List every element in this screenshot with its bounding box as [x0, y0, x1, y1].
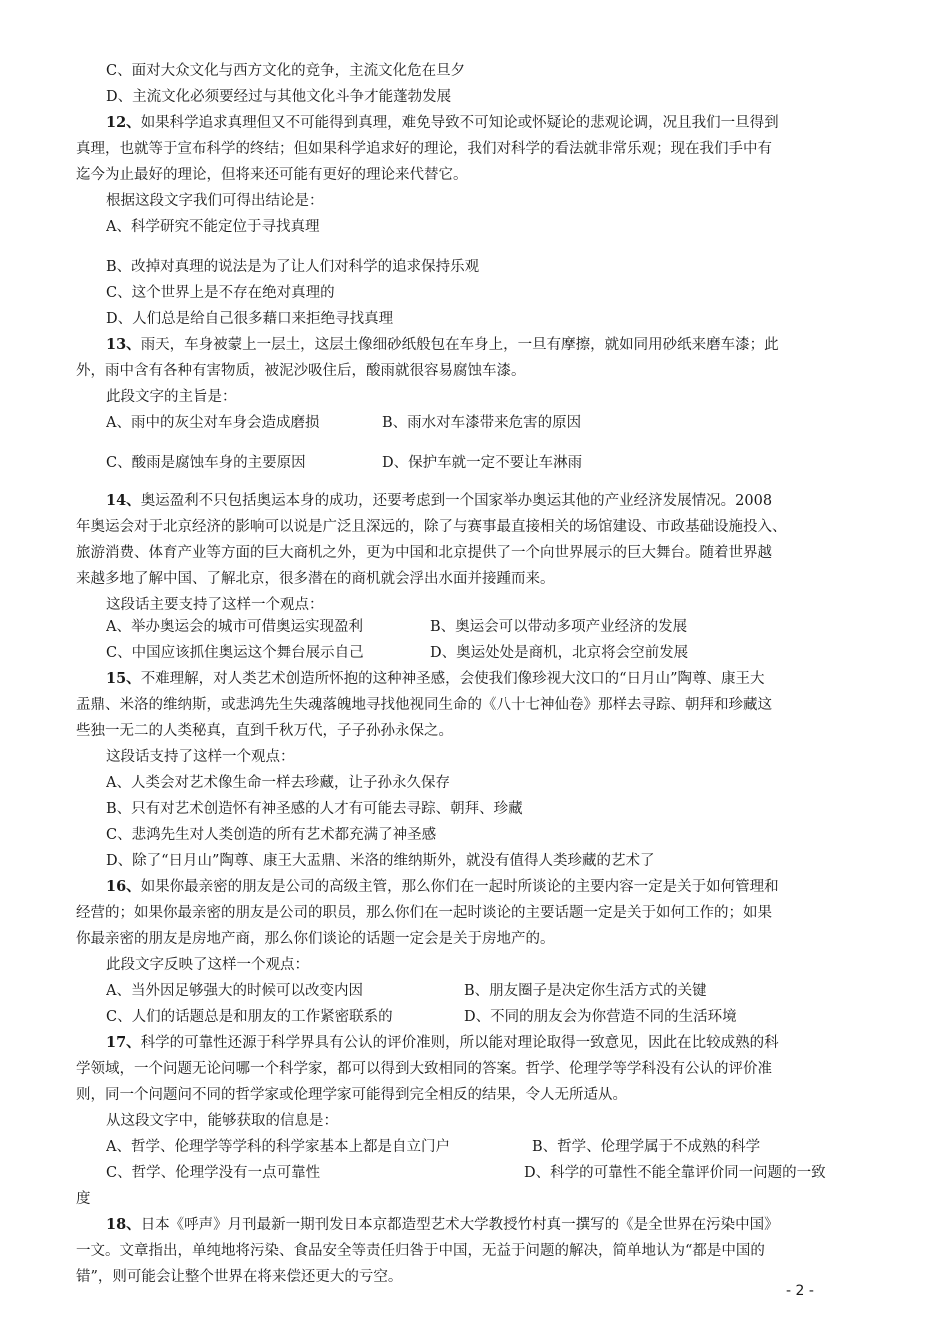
paragraph-text: 不难理解，对人类艺术创造所怀抱的这种神圣感，会使我们像珍视大汶口的“日月山”陶尊、康王大: [140, 671, 765, 687]
question-16-option-b: B、朋友圈子是决定你生活方式的关键: [464, 983, 707, 999]
question-16-prompt: 此段文字反映了这样一个观点：: [106, 957, 309, 973]
question-number: 17、: [106, 1034, 141, 1051]
question-17-option-c: C、哲学、伦理学没有一点可靠性: [106, 1165, 321, 1181]
question-12-line-1: [106, 110, 876, 136]
question-17-option-d-continued: 度: [76, 1191, 91, 1207]
paragraph-text: 科学的可靠性还源于科学界具有公认的评价准则，所以能对理论取得一致意见，因此在比较成熟的科: [140, 1035, 779, 1051]
question-13-options-ab: [106, 410, 876, 436]
question-13-prompt: 此段文字的主旨是：: [106, 389, 237, 405]
question-17-option-b: B、哲学、伦理学属于不成熟的科学: [532, 1139, 761, 1155]
question-14-options-ab: [106, 614, 876, 640]
question-14-option-d: D、奥运处处是商机，北京将会空前发展: [430, 645, 689, 661]
question-14-line-3: 旅游消费、体育产业等方面的巨大商机之外，更为中国和北京提供了一个向世界展示的巨大舞台。随着世界越: [76, 545, 772, 561]
question-12-option-b: B、改掉对真理的说法是为了让人们对科学的追求保持乐观: [106, 259, 480, 275]
question-13-option-c: C、酸雨是腐蚀车身的主要原因: [106, 455, 306, 471]
option-d: D、主流文化必须要经过与其他文化斗争才能蓬勃发展: [106, 89, 452, 105]
question-number: 18、: [106, 1216, 141, 1233]
question-number: 12、: [106, 114, 141, 131]
question-13-line-1: [106, 332, 876, 358]
question-15-option-c: C、悲鸿先生对人类创造的所有艺术都充满了神圣感: [106, 827, 437, 843]
question-14-line-1: [106, 488, 876, 514]
question-17-option-a: A、哲学、伦理学等学科的科学家基本上都是自立门户: [106, 1139, 450, 1155]
question-13-line-2: 外，雨中含有各种有害物质，被泥沙吸住后，酸雨就很容易腐蚀车漆。: [76, 363, 526, 379]
question-17-options-ab: [106, 1134, 876, 1160]
question-12-option-a: A、科学研究不能定位于寻找真理: [106, 219, 320, 235]
question-18-line-1: [106, 1212, 876, 1238]
question-14-option-b: B、奥运会可以带动多项产业经济的发展: [430, 619, 688, 635]
question-18-line-3: 错”，则可能会让整个世界在将来偿还更大的亏空。: [76, 1269, 403, 1285]
question-13-option-d: D、保护车就一定不要让车淋雨: [382, 455, 583, 471]
question-17-prompt: 从这段文字中，能够获取的信息是：: [106, 1113, 338, 1129]
question-13-option-b: B、雨水对车漆带来危害的原因: [382, 415, 582, 431]
question-14-line-4: 来越多地了解中国、了解北京，很多潜在的商机就会浮出水面并接踵而来。: [76, 571, 555, 587]
question-15-option-a: A、人类会对艺术像生命一样去珍藏，让子孙永久保存: [106, 775, 450, 791]
question-12-line-2: 真理，也就等于宣布科学的终结；但如果科学追求好的理论，我们对科学的看法就非常乐观；现在我们手中有: [76, 141, 772, 157]
question-15-line-3: 些独一无二的人类秘真，直到千秋万代，子子孙孙永保之。: [76, 723, 453, 739]
question-16-options-ab: [106, 978, 876, 1004]
question-16-option-d: D、不同的朋友会为你营造不同的生活环境: [464, 1009, 737, 1025]
question-16-option-a: A、当外因足够强大的时候可以改变内因: [106, 983, 363, 999]
paragraph-text: 奥运盈利不只包括奥运本身的成功，还要考虑到一个国家举办奥运其他的产业经济发展情况。2008: [140, 493, 773, 509]
option-c: C、面对大众文化与西方文化的竞争，主流文化危在旦夕: [106, 63, 466, 79]
question-14-option-a: A、举办奥运会的城市可借奥运实现盈利: [106, 619, 363, 635]
question-16-option-c: C、人们的话题总是和朋友的工作紧密联系的: [106, 1009, 393, 1025]
question-13-options-cd: [106, 450, 876, 476]
question-number: 15、: [106, 670, 141, 687]
question-15-option-d: D、除了“日月山”陶尊、康王大盂鼎、米洛的维纳斯外，就没有值得人类珍藏的艺术了: [106, 853, 655, 869]
question-15-option-b: B、只有对艺术创造怀有神圣感的人才有可能去寻踪、朝拜、珍藏: [106, 801, 523, 817]
paragraph-text: 如果你最亲密的朋友是公司的高级主管，那么你们在一起时所谈论的主要内容一定是关于如何管理和: [140, 879, 779, 895]
page-number: - 2 -: [786, 1283, 814, 1299]
question-15-line-1: [106, 666, 876, 692]
question-15-line-2: 盂鼎、米洛的维纳斯，或悲鸿先生失魂落魄地寻找他视同生命的《八十七神仙卷》那样去寻踪、朝拜和珍藏这: [76, 697, 772, 713]
question-17-line-2: 学领域，一个问题无论问哪一个科学家，都可以得到大致相同的答案。哲学、伦理学等学科没有公认的评价准: [76, 1061, 772, 1077]
question-18-line-2: 一文。文章指出，单纯地将污染、食品安全等责任归咎于中国，无益于问题的解决，简单地认为“都是中国的: [76, 1243, 765, 1259]
question-13-option-a: A、雨中的灰尘对车身会造成磨损: [106, 415, 320, 431]
question-14-line-2: 年奥运会对于北京经济的影响可以说是广泛且深远的，除了与赛事最直接相关的场馆建设、市政基础设施投入、: [76, 519, 787, 535]
question-17-line-3: 则，同一个问题问不同的哲学家或伦理学家可能得到完全相反的结果，令人无所适从。: [76, 1087, 627, 1103]
question-12-option-c: C、这个世界上是不存在绝对真理的: [106, 285, 335, 301]
question-number: 14、: [106, 492, 141, 509]
question-14-prompt: 这段话主要支持了这样一个观点：: [106, 597, 324, 613]
question-14-option-c: C、中国应该抓住奥运这个舞台展示自己: [106, 645, 364, 661]
question-17-line-1: [106, 1030, 876, 1056]
question-17-option-d: D、科学的可靠性不能全靠评价同一问题的一致: [524, 1165, 826, 1181]
question-16-line-2: 经营的；如果你最亲密的朋友是公司的职员，那么你们在一起时谈论的主要话题一定是关于如何工作的；如果: [76, 905, 772, 921]
question-16-line-3: 你最亲密的朋友是房地产商，那么你们谈论的话题一定会是关于房地产的。: [76, 931, 555, 947]
question-15-prompt: 这段话支持了这样一个观点：: [106, 749, 295, 765]
question-12-line-3: 迄今为止最好的理论，但将来还可能有更好的理论来代替它。: [76, 167, 468, 183]
question-16-options-cd: [106, 1004, 876, 1030]
question-12-prompt: 根据这段文字我们可得出结论是：: [106, 193, 324, 209]
paragraph-text: 日本《呼声》月刊最新一期刊发日本京都造型艺术大学教授竹村真一撰写的《是全世界在污染中国》: [140, 1217, 779, 1233]
question-16-line-1: [106, 874, 876, 900]
question-17-options-cd: [106, 1160, 876, 1186]
question-14-options-cd: [106, 640, 876, 666]
paragraph-text: 如果科学追求真理但又不可能得到真理，难免导致不可知论或怀疑论的悲观论调，况且我们一旦得到: [140, 115, 779, 131]
question-12-option-d: D、人们总是给自己很多藉口来拒绝寻找真理: [106, 311, 394, 327]
question-number: 13、: [106, 336, 141, 353]
paragraph-text: 雨天，车身被蒙上一层土，这层土像细砂纸般包在车身上，一旦有摩擦，就如同用砂纸来磨车漆；此: [140, 337, 779, 353]
question-number: 16、: [106, 878, 141, 895]
